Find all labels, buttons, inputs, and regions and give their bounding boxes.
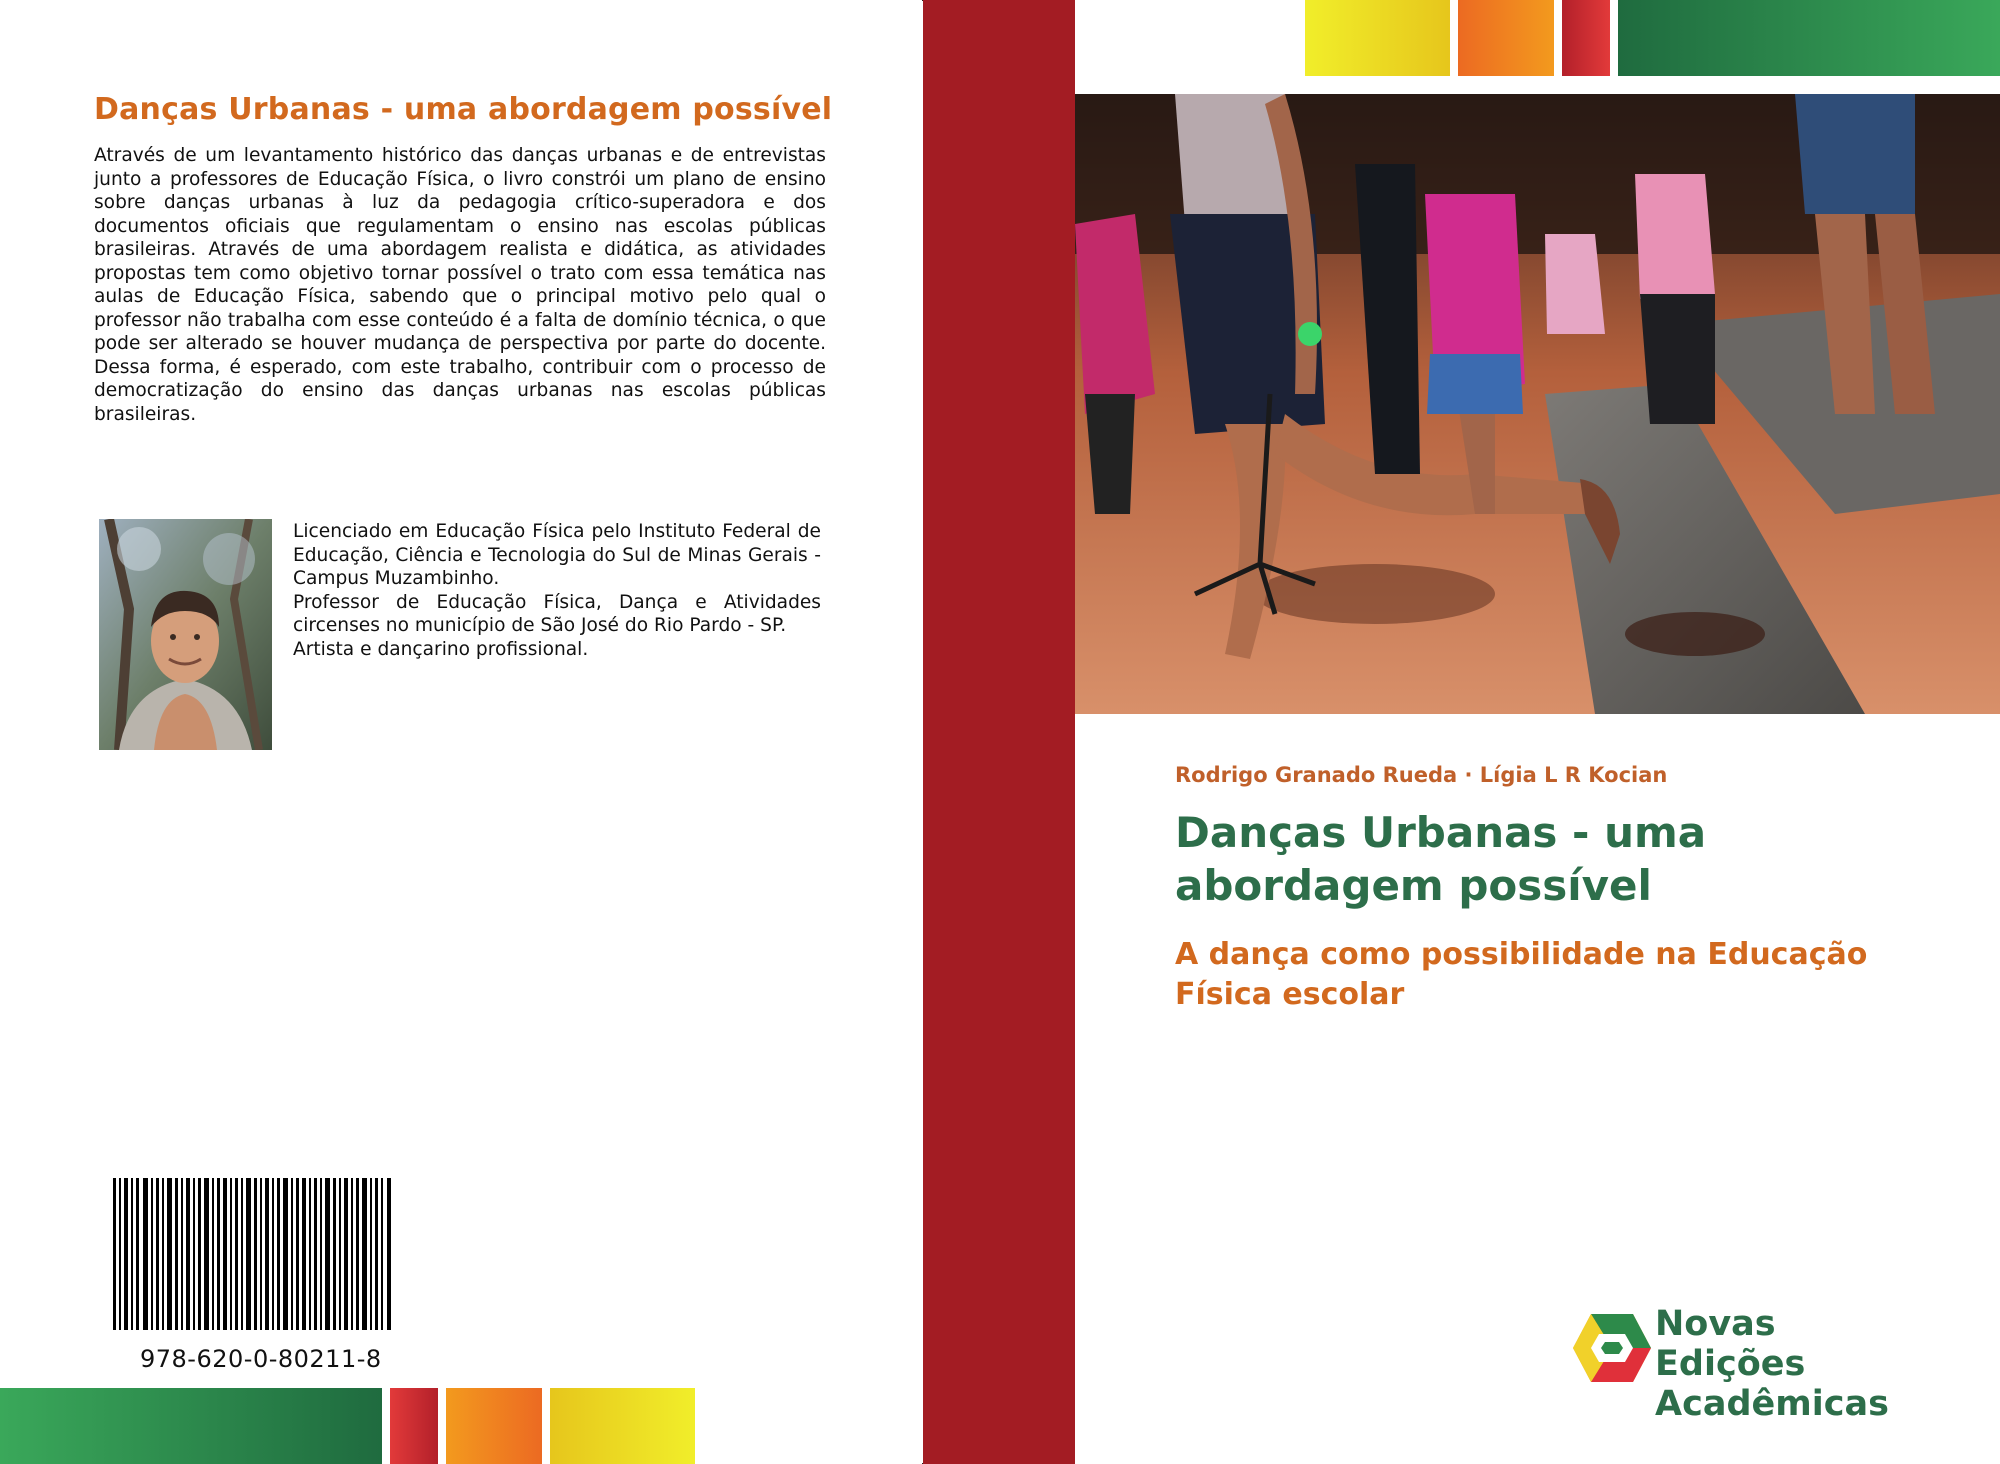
bio-line-profession: Professor de Educação Física, Dança e Atividades circenses no município de São José do Rio Pardo - SP.: [293, 591, 821, 636]
bio-line-artist: Artista e dançarino profissional.: [293, 638, 589, 660]
publisher-name-line2: Acadêmicas: [1655, 1384, 1889, 1424]
front-cover: [1075, 0, 2000, 1464]
cover-photo-dancers: [1075, 94, 2000, 714]
book-spine: [923, 0, 1075, 1464]
author-photo: [99, 519, 272, 750]
front-color-stripes: [1075, 0, 2000, 76]
isbn-number: 978-620-0-80211-8: [140, 1345, 382, 1373]
back-cover-title: Danças Urbanas - uma abordagem possível: [94, 92, 833, 127]
publisher-logo: [1571, 1304, 1931, 1424]
publisher-name: [1655, 1304, 1931, 1424]
book-subtitle: A dança como possibilidade na Educação Física escolar: [1175, 937, 1868, 1012]
publisher-name-line1: Novas Edições: [1655, 1304, 1806, 1384]
back-cover-blurb: Através de um levantamento histórico das danças urbanas e de entrevistas junto a professores de Educação Física, o livro constrói um plano de ensino sobre danças urbanas à luz da pedagogia crítico-superadora e dos documentos oficiais que regulamentam o ensino nas escolas públicas brasileiras. Através de uma abordagem realista e didática, as atividades propostas tem como objetivo tornar possível o trato com essa temática nas aulas de Educação Física, sabendo que o principal motivo pelo qual o professor não trabalha com esse conteúdo é a falta de domínio técnica, o que pode ser alterado se houver mudança de perspectiva por parte do docente. Dessa forma, é esperado, com este trabalho, contribuir com o processo de democratização do ensino das danças urbanas nas escolas públicas brasileiras.: [94, 145, 826, 425]
publisher-hexagon-icon: [1571, 1310, 1653, 1386]
book-title: Danças Urbanas - uma abordagem possível: [1175, 808, 1707, 910]
back-color-stripes: [0, 1388, 700, 1464]
barcode: [113, 1178, 391, 1330]
author-bio: [293, 520, 821, 661]
book-authors: Rodrigo Granado Rueda · Lígia L R Kocian: [1175, 763, 1668, 787]
back-cover: [0, 0, 922, 1464]
bio-line-education: Licenciado em Educação Física pelo Instituto Federal de Educação, Ciência e Tecnologia do Sul de Minas Gerais - Campus Muzambinho.: [293, 521, 821, 589]
